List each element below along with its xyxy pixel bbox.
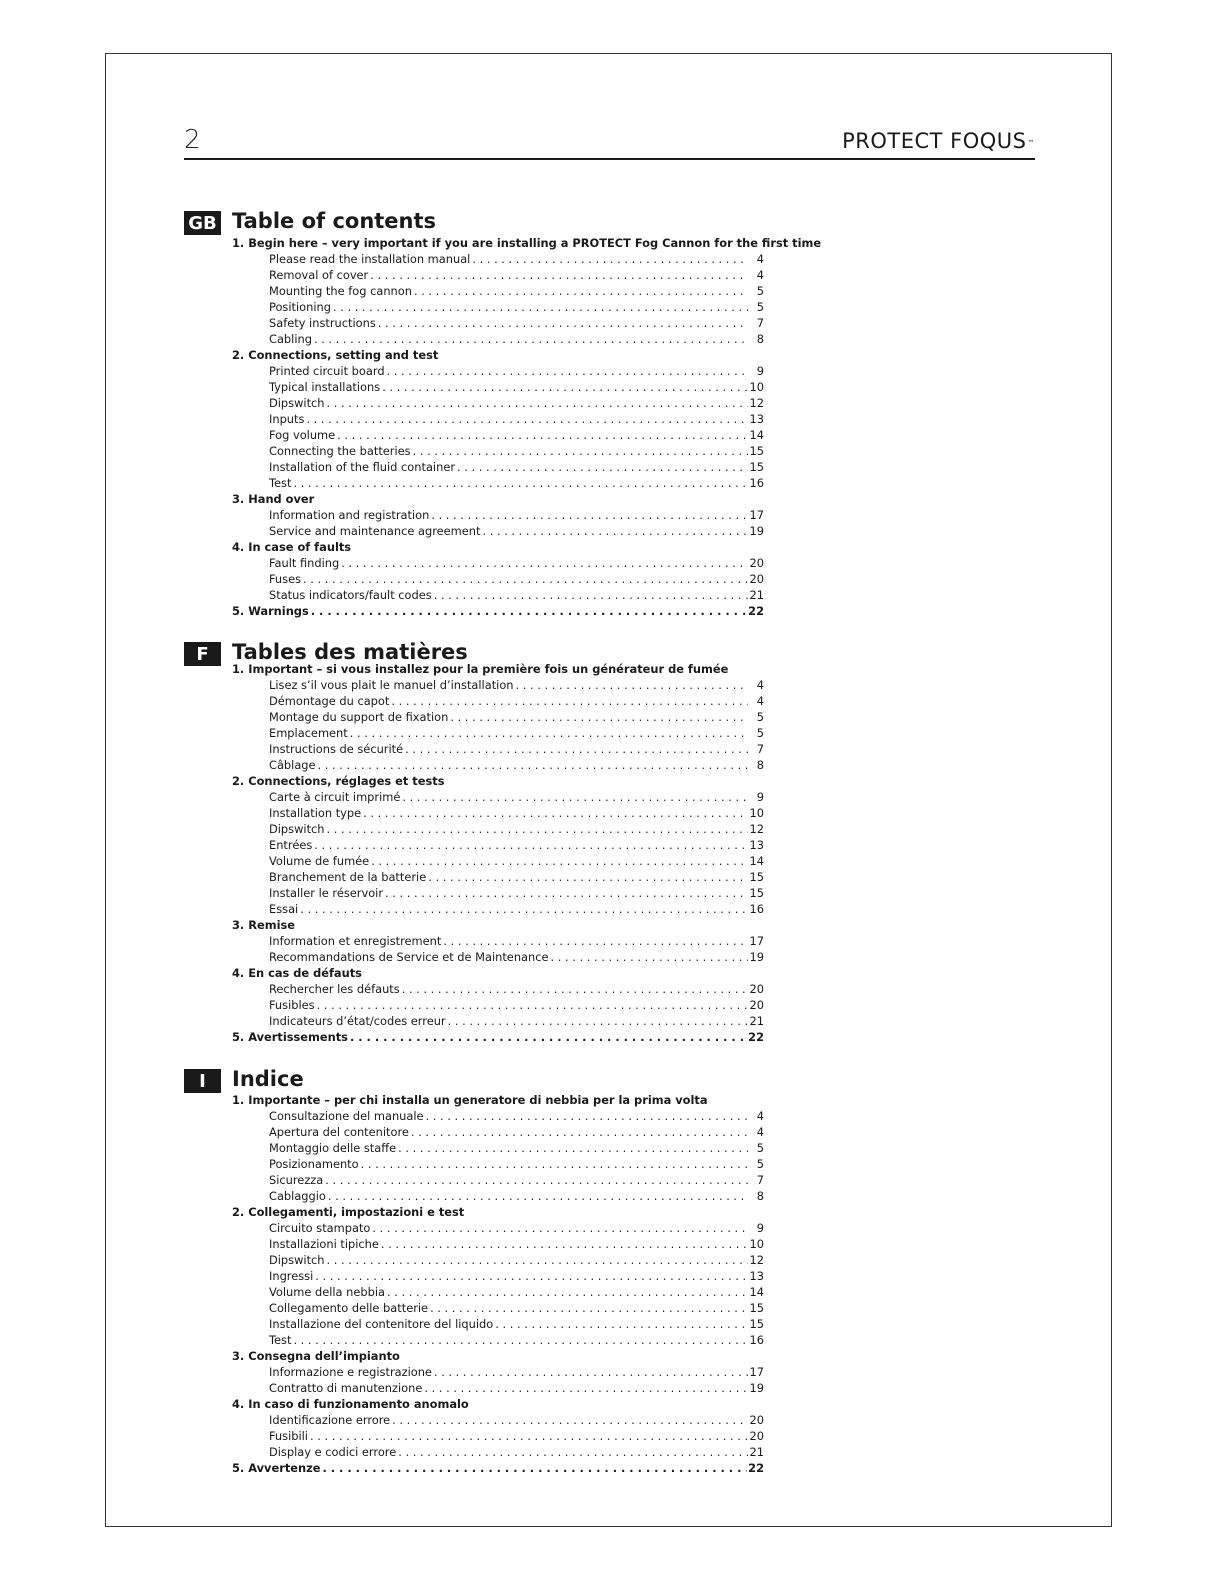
toc-entry-label: Indicateurs d’état/codes erreur [269, 1014, 446, 1028]
toc-entry-label: Identificazione errore [269, 1413, 391, 1427]
toc-entry-label: Information et enregistrement [269, 934, 442, 948]
toc-page-number: 14 [749, 1285, 764, 1299]
toc-entry-row [232, 1236, 764, 1252]
dot-leader [516, 677, 748, 693]
toc-page-number: 10 [749, 806, 764, 820]
toc-page-number: 5 [756, 710, 764, 724]
dot-leader [450, 709, 748, 725]
toc-page-number: 22 [748, 1461, 764, 1475]
toc-page-number: 22 [748, 1030, 764, 1044]
dot-leader [392, 1412, 748, 1428]
toc-page-number: 8 [756, 332, 764, 346]
toc-entry-label: Removal of cover [269, 268, 369, 282]
toc-entry-row [232, 885, 764, 901]
toc-entry-label: Ingressi [269, 1269, 314, 1283]
toc-entry-row [232, 1108, 764, 1124]
dot-leader [434, 1364, 748, 1380]
toc-entry-row [232, 459, 764, 475]
toc-entry-row [232, 1364, 764, 1380]
toc-entry-label: Entrées [269, 838, 313, 852]
toc-entry-row [232, 693, 764, 709]
toc-entry-label: Montaggio delle staffe [269, 1141, 397, 1155]
dot-leader [363, 805, 748, 821]
toc-entry-label: 5. Warnings [232, 604, 309, 618]
toc-page-number: 20 [749, 572, 764, 586]
toc-page-number: 16 [749, 1333, 764, 1347]
toc-chapter-row [232, 661, 764, 677]
toc-chapter-row [232, 347, 764, 363]
dot-leader [434, 587, 748, 603]
toc-entry-label: Dipswitch [269, 396, 325, 410]
toc-entry-label: 5. Avertissements [232, 1030, 348, 1044]
toc-page-number: 7 [756, 1173, 764, 1187]
toc-page-number: 14 [749, 854, 764, 868]
toc-entry-label: Installer le réservoir [269, 886, 384, 900]
toc-entry-row [232, 1300, 764, 1316]
dot-leader [398, 1140, 748, 1156]
toc-list [232, 235, 822, 619]
dot-leader [341, 555, 748, 571]
toc-page-number: 22 [748, 604, 764, 618]
toc-entry-label: Fusibles [269, 998, 315, 1012]
toc-entry-row [232, 571, 764, 587]
dot-leader [387, 363, 748, 379]
dot-leader [350, 1029, 747, 1045]
toc-entry-label: Fog volume [269, 428, 336, 442]
toc-entry-label: Sicurezza [269, 1173, 324, 1187]
toc-chapter-row [232, 1092, 764, 1108]
dot-leader [411, 1124, 748, 1140]
dot-leader [398, 1444, 748, 1460]
toc-chapter-row [232, 235, 822, 251]
toc-entry-label: Display e codici errore [269, 1445, 397, 1459]
toc-entry-label: Lisez s’il vous plait le manuel d’installation [269, 678, 514, 692]
dot-leader [314, 837, 748, 853]
toc-entry-label: Dipswitch [269, 1253, 325, 1267]
toc-page-number: 15 [749, 444, 764, 458]
toc-entry-label: Branchement de la batterie [269, 870, 427, 884]
toc-page-number: 20 [749, 1413, 764, 1427]
toc-list [232, 661, 764, 1045]
toc-entry-row [232, 331, 764, 347]
toc-entry-label: Information and registration [269, 508, 430, 522]
toc-entry-row [232, 677, 764, 693]
toc-page-number: 9 [756, 1221, 764, 1235]
dot-leader [372, 1220, 748, 1236]
language-badge: I [184, 1069, 221, 1093]
toc-entry-label: Essai [269, 902, 299, 916]
toc-entry-row [232, 1252, 764, 1268]
toc-page-number: 20 [749, 982, 764, 996]
toc-page-number: 4 [756, 1109, 764, 1123]
toc-page-number: 21 [749, 1445, 764, 1459]
toc-entry-row [232, 1220, 764, 1236]
toc-page-number: 10 [749, 380, 764, 394]
toc-entry-row [232, 379, 764, 395]
dot-leader [495, 1316, 748, 1332]
toc-entry-label: Volume de fumée [269, 854, 370, 868]
dot-leader [551, 949, 748, 965]
dot-leader [350, 725, 748, 741]
toc-entry-label: 1. Begin here – very important if you are installing a PROTECT Fog Cannon for the first time [232, 236, 822, 250]
toc-entry-row [232, 853, 764, 869]
dot-leader [322, 1460, 747, 1476]
toc-chapter-row [232, 491, 764, 507]
toc-page-number: 20 [749, 556, 764, 570]
toc-entry-label: Installation type [269, 806, 362, 820]
dot-leader [431, 507, 748, 523]
toc-entry-label: Rechercher les défauts [269, 982, 400, 996]
toc-entry-row [232, 949, 764, 965]
toc-entry-label: Fuses [269, 572, 302, 586]
toc-page-number: 15 [749, 1301, 764, 1315]
dot-leader [306, 411, 748, 427]
dot-leader [402, 981, 748, 997]
dot-leader [472, 251, 748, 267]
toc-entry-label: Positioning [269, 300, 331, 314]
toc-entry-label: Démontage du capot [269, 694, 390, 708]
toc-page-number: 16 [749, 902, 764, 916]
toc-list [232, 1092, 764, 1476]
toc-entry-label: Please read the installation manual [269, 252, 471, 266]
dot-leader [317, 997, 748, 1013]
toc-entry-row [232, 363, 764, 379]
toc-entry-label: 3. Hand over [232, 492, 315, 506]
toc-entry-label: 4. En cas de défauts [232, 966, 362, 980]
toc-page-number: 15 [749, 460, 764, 474]
toc-entry-label: 2. Connections, réglages et tests [232, 774, 445, 788]
dot-leader [300, 901, 748, 917]
toc-entry-label: Emplacement [269, 726, 348, 740]
dot-leader [385, 885, 748, 901]
dot-leader [391, 693, 748, 709]
toc-entry-row [232, 981, 764, 997]
dot-leader [325, 1172, 748, 1188]
dot-leader [328, 1188, 748, 1204]
toc-page-number: 13 [749, 1269, 764, 1283]
toc-entry-label: Circuito stampato [269, 1221, 371, 1235]
toc-page-number: 5 [756, 1157, 764, 1171]
toc-entry-label: 3. Consegna dell’impianto [232, 1349, 400, 1363]
toc-page-number: 21 [749, 1014, 764, 1028]
dot-leader [293, 475, 748, 491]
toc-chapter-row [232, 1460, 764, 1476]
toc-entry-label: 3. Remise [232, 918, 295, 932]
language-badge: F [184, 642, 221, 666]
toc-entry-row [232, 267, 764, 283]
toc-entry-row [232, 299, 764, 315]
toc-entry-row [232, 555, 764, 571]
dot-leader [361, 1156, 748, 1172]
toc-chapter-row [232, 1396, 764, 1412]
toc-entry-label: 2. Connections, setting and test [232, 348, 439, 362]
toc-entry-label: Installation of the fluid container [269, 460, 456, 474]
toc-entry-label: Contratto di manutenzione [269, 1381, 423, 1395]
toc-page-number: 9 [756, 364, 764, 378]
toc-page-number: 9 [756, 790, 764, 804]
page-header [184, 126, 1035, 160]
toc-entry-label: Posizionamento [269, 1157, 359, 1171]
toc-page-number: 12 [749, 396, 764, 410]
toc-entry-row [232, 901, 764, 917]
dot-leader [428, 869, 748, 885]
dot-leader [333, 299, 748, 315]
dot-leader [482, 523, 748, 539]
toc-page-number: 4 [756, 252, 764, 266]
toc-entry-row [232, 315, 764, 331]
toc-chapter-row [232, 965, 764, 981]
toc-entry-row [232, 741, 764, 757]
dot-leader [293, 1332, 748, 1348]
toc-entry-row [232, 933, 764, 949]
toc-entry-row [232, 1172, 764, 1188]
section-title: Tables des matières [232, 640, 468, 664]
toc-page-number: 5 [756, 300, 764, 314]
dot-leader [381, 1236, 748, 1252]
toc-entry-row [232, 1013, 764, 1029]
language-badge: GB [184, 211, 221, 235]
toc-entry-label: Test [269, 476, 292, 490]
toc-entry-label: Informazione e registrazione [269, 1365, 432, 1379]
dot-leader [318, 757, 748, 773]
toc-entry-label: Fusibili [269, 1429, 308, 1443]
toc-entry-row [232, 1188, 764, 1204]
dot-leader [371, 853, 748, 869]
toc-page-number: 8 [756, 758, 764, 772]
toc-chapter-row [232, 917, 764, 933]
toc-entry-row [232, 805, 764, 821]
toc-entry-row [232, 1140, 764, 1156]
toc-page-number: 17 [749, 934, 764, 948]
brand-name: PROTECT FOQUS [842, 129, 1027, 153]
toc-page-number: 7 [756, 742, 764, 756]
toc-page-number: 21 [749, 588, 764, 602]
toc-page-number: 15 [749, 870, 764, 884]
toc-entry-row [232, 1332, 764, 1348]
toc-entry-row [232, 757, 764, 773]
toc-entry-row [232, 1124, 764, 1140]
toc-entry-label: Mounting the fog cannon [269, 284, 412, 298]
toc-entry-row [232, 1412, 764, 1428]
toc-entry-row [232, 869, 764, 885]
toc-entry-row [232, 725, 764, 741]
toc-entry-row [232, 443, 764, 459]
toc-entry-row [232, 283, 764, 299]
dot-leader [311, 603, 747, 619]
toc-page-number: 4 [756, 694, 764, 708]
toc-page-number: 12 [749, 1253, 764, 1267]
toc-entry-label: Consultazione del manuale [269, 1109, 424, 1123]
toc-entry-row [232, 821, 764, 837]
toc-chapter-row [232, 1029, 764, 1045]
toc-page-number: 5 [756, 1141, 764, 1155]
toc-entry-label: Typical installations [269, 380, 381, 394]
toc-entry-row [232, 427, 764, 443]
dot-leader [402, 789, 748, 805]
toc-page-number: 19 [749, 1381, 764, 1395]
toc-entry-row [232, 1316, 764, 1332]
dot-leader [405, 741, 748, 757]
dot-leader [457, 459, 748, 475]
toc-page-number: 5 [756, 726, 764, 740]
toc-entry-row [232, 709, 764, 725]
toc-page-number: 17 [749, 508, 764, 522]
toc-entry-label: Installazioni tipiche [269, 1237, 379, 1251]
dot-leader [310, 1428, 748, 1444]
toc-page-number: 16 [749, 476, 764, 490]
dot-leader [443, 933, 748, 949]
toc-entry-row [232, 1268, 764, 1284]
toc-page-number: 4 [756, 678, 764, 692]
toc-entry-row [232, 1156, 764, 1172]
toc-page-number: 19 [749, 950, 764, 964]
toc-entry-row [232, 1284, 764, 1300]
dot-leader [314, 331, 748, 347]
toc-entry-label: Recommandations de Service et de Maintenance [269, 950, 549, 964]
toc-entry-row [232, 837, 764, 853]
toc-entry-row [232, 395, 764, 411]
toc-page-number: 20 [749, 1429, 764, 1443]
toc-page-number: 7 [756, 316, 764, 330]
toc-entry-label: Collegamento delle batterie [269, 1301, 429, 1315]
dot-leader [448, 1013, 748, 1029]
toc-entry-label: Cabling [269, 332, 312, 346]
toc-page-number: 15 [749, 886, 764, 900]
toc-entry-label: Cablaggio [269, 1189, 326, 1203]
dot-leader [378, 315, 748, 331]
toc-chapter-row [232, 603, 764, 619]
toc-entry-label: Connecting the batteries [269, 444, 411, 458]
dot-leader [327, 1252, 748, 1268]
toc-entry-label: Service and maintenance agreement [269, 524, 481, 538]
toc-entry-label: Test [269, 1333, 292, 1347]
dot-leader [315, 1268, 748, 1284]
toc-entry-label: Inputs [269, 412, 305, 426]
toc-page-number: 13 [749, 412, 764, 426]
toc-entry-row [232, 1380, 764, 1396]
toc-entry-label: Câblage [269, 758, 316, 772]
dot-leader [387, 1284, 748, 1300]
toc-entry-row [232, 587, 764, 603]
toc-page-number: 17 [749, 1365, 764, 1379]
trademark-mark: ™ [1027, 139, 1035, 147]
dot-leader [382, 379, 748, 395]
toc-entry-label: 5. Avvertenze [232, 1461, 321, 1475]
toc-entry-label: 1. Important – si vous installez pour la première fois un générateur de fumée [232, 662, 729, 676]
toc-page-number: 19 [749, 524, 764, 538]
toc-page-number: 20 [749, 998, 764, 1012]
toc-entry-label: Montage du support de fixation [269, 710, 449, 724]
dot-leader [370, 267, 748, 283]
toc-entry-row [232, 997, 764, 1013]
toc-page-number: 10 [749, 1237, 764, 1251]
toc-entry-label: Status indicators/fault codes [269, 588, 432, 602]
dot-leader [413, 443, 748, 459]
toc-entry-row [232, 475, 764, 491]
dot-leader [327, 395, 748, 411]
toc-entry-row [232, 251, 764, 267]
dot-leader [424, 1380, 748, 1396]
toc-entry-label: Instructions de sécurité [269, 742, 404, 756]
toc-entry-row [232, 789, 764, 805]
toc-chapter-row [232, 1204, 764, 1220]
toc-entry-label: Dipswitch [269, 822, 325, 836]
section-title: Indice [232, 1067, 304, 1091]
toc-page-number: 13 [749, 838, 764, 852]
toc-entry-label: 4. In case of faults [232, 540, 352, 554]
dot-leader [414, 283, 748, 299]
toc-entry-label: Carte à circuit imprimé [269, 790, 401, 804]
toc-entry-label: Apertura del contenitore [269, 1125, 409, 1139]
brand-logo [842, 128, 1035, 154]
toc-entry-label: 2. Collegamenti, impostazioni e test [232, 1205, 465, 1219]
dot-leader [426, 1108, 748, 1124]
toc-entry-label: 4. In caso di funzionamento anomalo [232, 1397, 469, 1411]
toc-entry-label: Safety instructions [269, 316, 376, 330]
toc-chapter-row [232, 539, 764, 555]
toc-entry-label: 1. Importante – per chi installa un generatore di nebbia per la prima volta [232, 1093, 708, 1107]
toc-chapter-row [232, 773, 764, 789]
toc-entry-label: Fault finding [269, 556, 340, 570]
toc-entry-label: Printed circuit board [269, 364, 385, 378]
section-title: Table of contents [232, 209, 437, 233]
page-number: 2 [184, 125, 201, 155]
dot-leader [303, 571, 748, 587]
toc-page-number: 14 [749, 428, 764, 442]
toc-page-number: 4 [756, 1125, 764, 1139]
toc-entry-row [232, 1444, 764, 1460]
toc-chapter-row [232, 1348, 764, 1364]
toc-entry-row [232, 411, 764, 427]
toc-page-number: 8 [756, 1189, 764, 1203]
dot-leader [430, 1300, 748, 1316]
toc-entry-row [232, 507, 764, 523]
dot-leader [337, 427, 748, 443]
toc-page-number: 5 [756, 284, 764, 298]
toc-entry-label: Installazione del contenitore del liquido [269, 1317, 494, 1331]
toc-page-number: 12 [749, 822, 764, 836]
toc-entry-row [232, 523, 764, 539]
toc-entry-row [232, 1428, 764, 1444]
dot-leader [327, 821, 748, 837]
toc-page-number: 15 [749, 1317, 764, 1331]
toc-page-number: 4 [756, 268, 764, 282]
toc-entry-label: Volume della nebbia [269, 1285, 385, 1299]
